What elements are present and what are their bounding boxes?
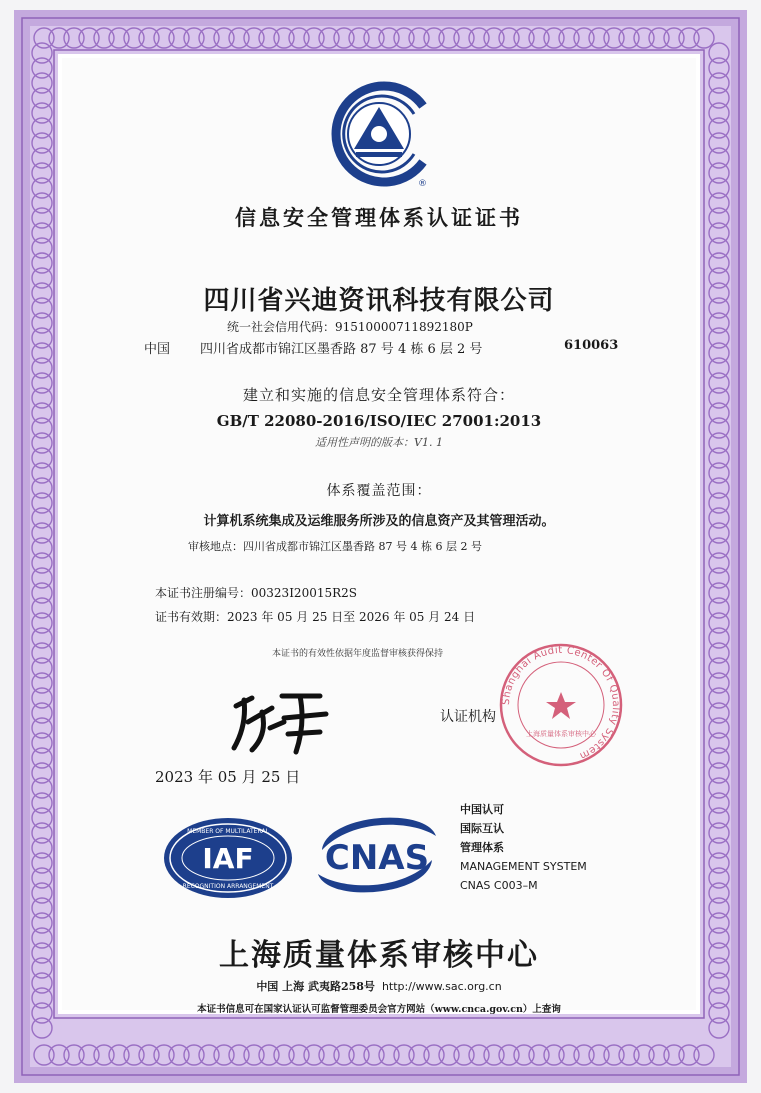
validity-note: 本证书的有效性依据年度监督审核获得保持	[272, 649, 444, 659]
seal-stamp	[498, 642, 624, 768]
accreditation-line-2: 国际互认	[460, 822, 504, 835]
iaf-bottom-text: RECOGNITION ARRANGEMENT	[182, 883, 274, 890]
registered-mark: ®	[418, 179, 427, 189]
signature	[222, 688, 342, 758]
audit-location-line	[188, 538, 482, 554]
sac-emblem-icon	[320, 76, 440, 191]
accreditation-block	[460, 800, 587, 895]
company-name: 四川省兴迪资讯科技有限公司	[203, 286, 555, 316]
conformity-statement: 建立和实施的信息安全管理体系符合：	[242, 386, 515, 404]
footer-note: 本证书信息可在国家认证认可监督管理委员会官方网站（www.cnca.gov.cn）上查询	[197, 1004, 561, 1015]
validity-line	[155, 608, 475, 625]
validity: 2023 年 05 月 25 日至 2026 年 05 月 24 日	[227, 610, 476, 624]
validity-label: 证书有效期：	[155, 610, 228, 624]
registration-label: 本证书注册编号：	[155, 586, 252, 600]
audit-location-label: 审核地点：	[188, 540, 243, 553]
certificate-title: 信息安全管理体系认证证书	[235, 205, 523, 230]
body-address: 中国 上海 武夷路258号	[256, 980, 375, 993]
scope-label: 体系覆盖范围：	[326, 483, 432, 499]
standard: GB/T 22080-2016/ISO/IEC 27001:2013	[216, 412, 542, 430]
soa-version: 适用性声明的版本：V1. 1	[315, 436, 443, 449]
accreditation-line-4: MANAGEMENT SYSTEM	[460, 860, 587, 873]
seal-outer-text: Shanghai Audit Center Of Quality System	[500, 644, 622, 762]
address-country: 中国	[144, 342, 171, 357]
issue-date: 2023 年 05 月 25 日	[155, 768, 301, 786]
iaf-text: IAF	[202, 842, 254, 875]
registration-number: 00323I20015R2S	[251, 586, 357, 600]
signature-text: 傅平	[222, 688, 224, 689]
issuing-body-name: 上海质量体系审核中心	[219, 938, 539, 973]
cnas-logo-icon	[312, 806, 442, 902]
certifier-label: 认证机构	[440, 709, 496, 725]
credit-code: 91510000711892180P	[335, 320, 473, 334]
scope: 计算机系统集成及运维服务所涉及的信息资产及其管理活动。	[203, 514, 555, 529]
credit-code-line	[227, 318, 473, 335]
credit-code-label: 统一社会信用代码：	[227, 320, 336, 334]
address-line	[144, 338, 624, 357]
accreditation-line-5: CNAS C003–M	[460, 879, 538, 892]
address: 四川省成都市锦江区墨香路 87 号 4 栋 6 层 2 号	[200, 342, 483, 357]
accreditation-line-3: 管理体系	[460, 841, 504, 854]
accreditation-line-1: 中国认可	[460, 803, 504, 816]
seal-inner-text: 上海质量体系审核中心	[526, 730, 596, 738]
certificate-body	[62, 58, 696, 1015]
iaf-top-text: MEMBER OF MULTILATERAL	[187, 828, 269, 835]
cnas-text: CNAS	[324, 838, 430, 878]
postal-code: 610063	[564, 338, 619, 353]
iaf-logo-icon	[162, 816, 294, 900]
registration-line	[155, 584, 357, 601]
audit-location: 四川省成都市锦江区墨香路 87 号 4 栋 6 层 2 号	[243, 540, 482, 553]
body-contact-line	[62, 978, 696, 994]
body-url: http://www.sac.org.cn	[381, 980, 502, 993]
